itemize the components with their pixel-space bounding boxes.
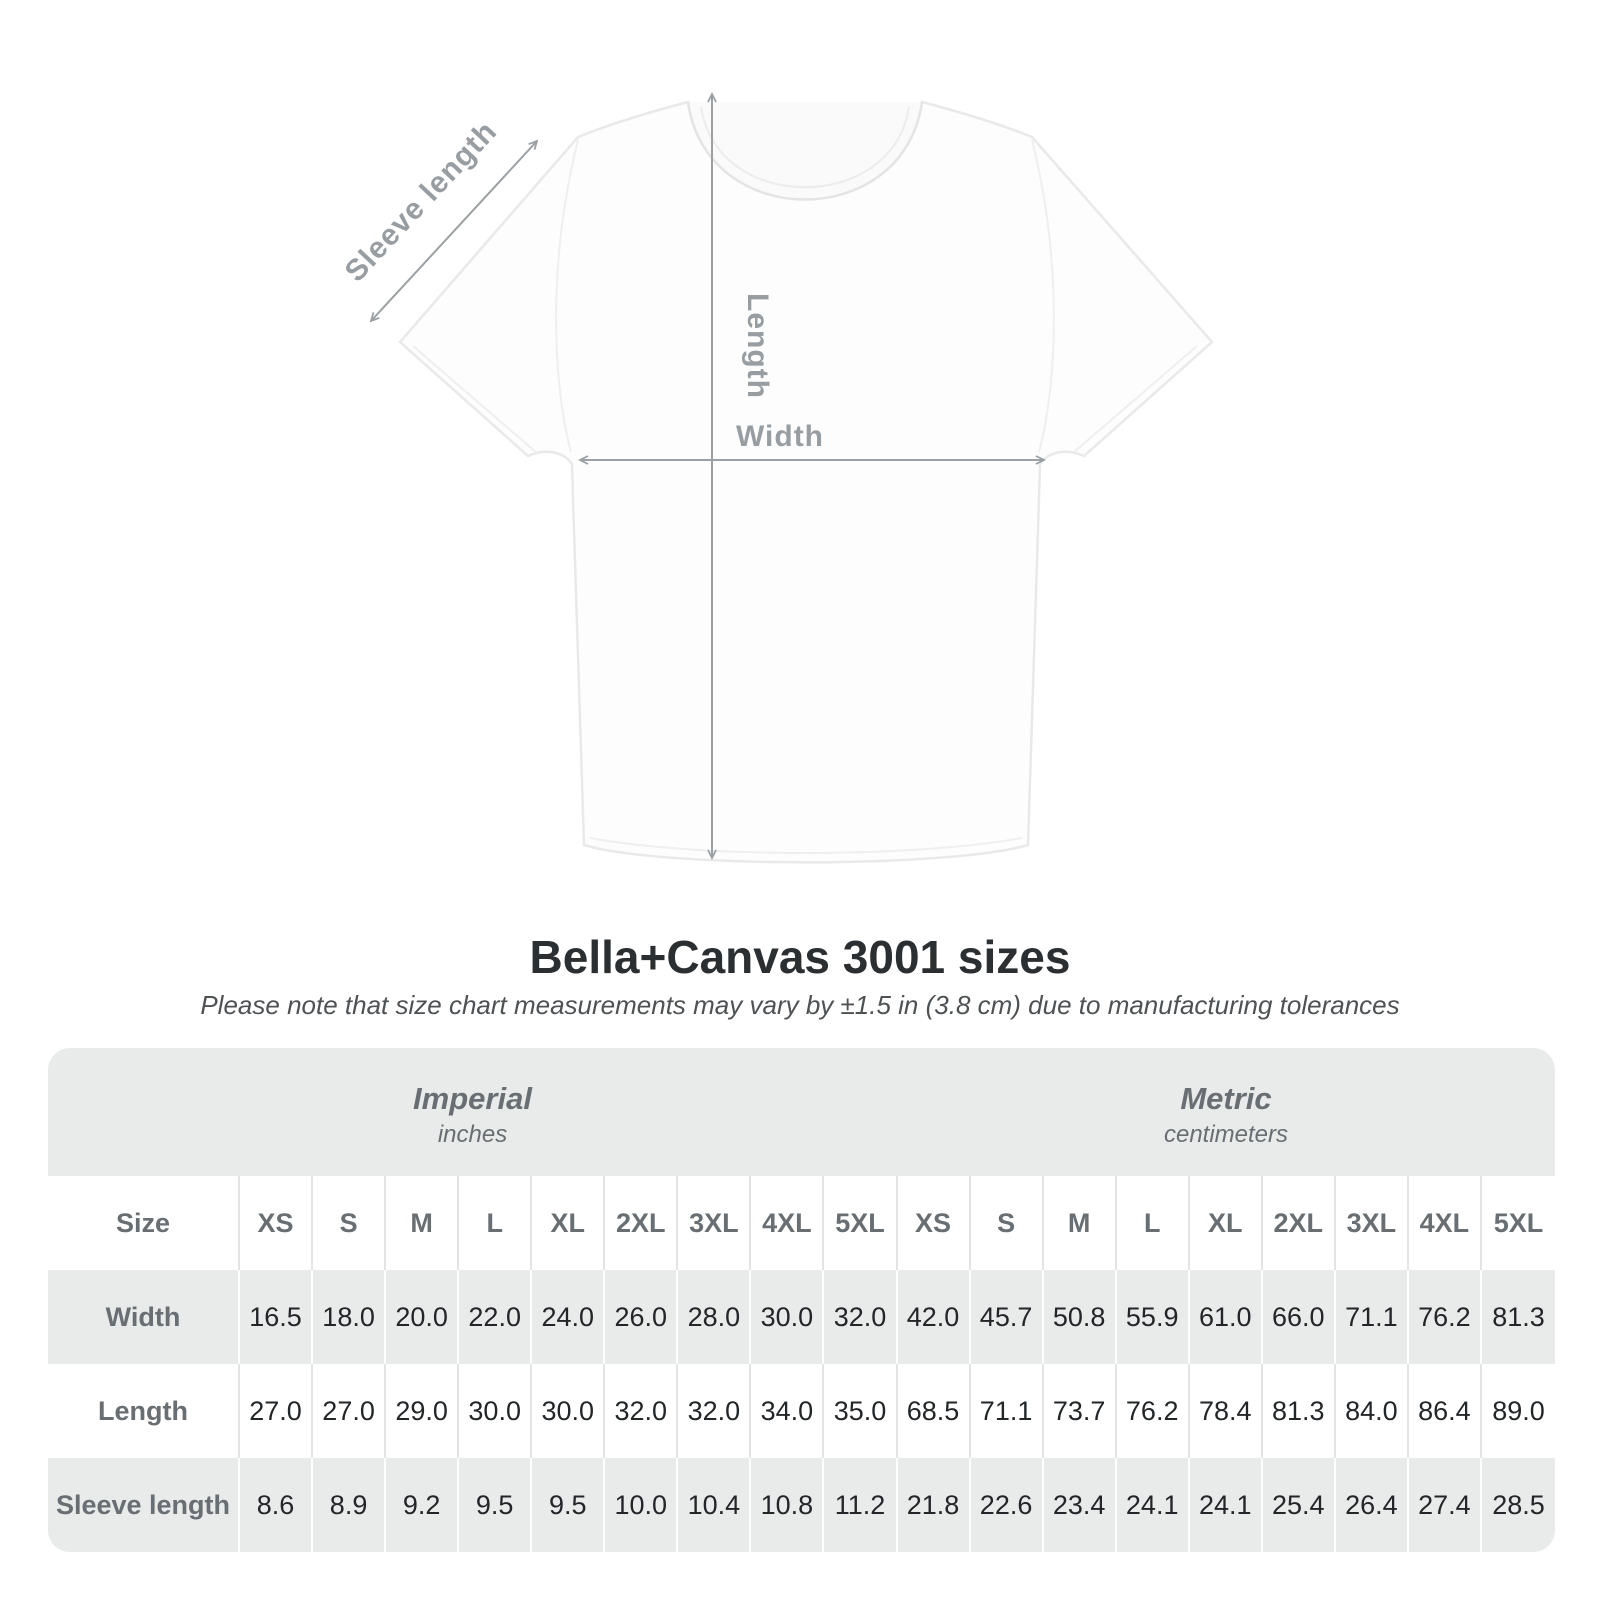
size-header-cell: 2XL [1263, 1176, 1336, 1270]
metric-value-cell: 26.4 [1336, 1458, 1409, 1552]
size-column-header: Size [48, 1176, 240, 1270]
row-label: Length [48, 1364, 240, 1458]
metric-value-cell: 68.5 [898, 1364, 971, 1458]
imperial-title: Imperial [413, 1081, 532, 1116]
imperial-value-cell: 9.5 [532, 1458, 605, 1552]
metric-value-cell: 50.8 [1044, 1270, 1117, 1364]
metric-value-cell: 89.0 [1482, 1364, 1555, 1458]
metric-value-cell: 61.0 [1190, 1270, 1263, 1364]
imperial-value-cell: 11.2 [824, 1458, 897, 1552]
imperial-value-cell: 10.8 [751, 1458, 824, 1552]
size-grid [48, 1176, 1555, 1552]
size-header-cell: 5XL [824, 1176, 897, 1270]
imperial-value-cell: 8.9 [313, 1458, 386, 1552]
page-title: Bella+Canvas 3001 sizes [529, 931, 1071, 983]
size-header-cell: M [386, 1176, 459, 1270]
metric-value-cell: 71.1 [1336, 1270, 1409, 1364]
size-header-cell: 3XL [1336, 1176, 1409, 1270]
metric-value-cell: 81.3 [1263, 1364, 1336, 1458]
size-header-cell: 4XL [1409, 1176, 1482, 1270]
size-header-cell: XS [240, 1176, 313, 1270]
imperial-value-cell: 26.0 [605, 1270, 678, 1364]
metric-value-cell: 81.3 [1482, 1270, 1555, 1364]
metric-value-cell: 73.7 [1044, 1364, 1117, 1458]
metric-value-cell: 22.6 [971, 1458, 1044, 1552]
size-header-cell: XS [898, 1176, 971, 1270]
imperial-value-cell: 16.5 [240, 1270, 313, 1364]
tshirt-shape [400, 102, 1212, 862]
imperial-value-cell: 27.0 [313, 1364, 386, 1458]
metric-value-cell: 84.0 [1336, 1364, 1409, 1458]
row-label: Width [48, 1270, 240, 1364]
imperial-value-cell: 27.0 [240, 1364, 313, 1458]
imperial-value-cell: 9.5 [459, 1458, 532, 1552]
metric-value-cell: 25.4 [1263, 1458, 1336, 1552]
metric-unit: centimeters [1163, 1121, 1289, 1148]
size-header-cell: 3XL [678, 1176, 751, 1270]
imperial-value-cell: 29.0 [386, 1364, 459, 1458]
metric-value-cell: 42.0 [898, 1270, 971, 1364]
imperial-value-cell: 35.0 [824, 1364, 897, 1458]
metric-value-cell: 24.1 [1190, 1458, 1263, 1552]
metric-value-cell: 21.8 [898, 1458, 971, 1552]
imperial-value-cell: 32.0 [824, 1270, 897, 1364]
row-label: Sleeve length [48, 1458, 240, 1552]
size-chart-table [48, 1048, 1555, 1552]
imperial-value-cell: 20.0 [386, 1270, 459, 1364]
size-header-cell: S [971, 1176, 1044, 1270]
size-header-cell: 2XL [605, 1176, 678, 1270]
imperial-value-cell: 30.0 [532, 1364, 605, 1458]
metric-value-cell: 55.9 [1117, 1270, 1190, 1364]
metric-header [897, 1048, 1555, 1176]
size-header-cell: 5XL [1482, 1176, 1555, 1270]
metric-value-cell: 78.4 [1190, 1364, 1263, 1458]
tolerance-note: Please note that size chart measurements may vary by ±1.5 in (3.8 cm) due to manufacturing tolerances [200, 990, 1400, 1020]
metric-value-cell: 86.4 [1409, 1364, 1482, 1458]
metric-value-cell: 66.0 [1263, 1270, 1336, 1364]
size-header-cell: M [1044, 1176, 1117, 1270]
imperial-value-cell: 28.0 [678, 1270, 751, 1364]
metric-title: Metric [1180, 1081, 1272, 1116]
size-header-cell: S [313, 1176, 386, 1270]
width-label: Width [735, 420, 825, 453]
size-header-cell: L [459, 1176, 532, 1270]
size-header-cell: L [1117, 1176, 1190, 1270]
imperial-value-cell: 34.0 [751, 1364, 824, 1458]
metric-value-cell: 27.4 [1409, 1458, 1482, 1552]
imperial-value-cell: 10.0 [605, 1458, 678, 1552]
imperial-value-cell: 24.0 [532, 1270, 605, 1364]
size-header-cell: 4XL [751, 1176, 824, 1270]
metric-value-cell: 45.7 [971, 1270, 1044, 1364]
metric-value-cell: 28.5 [1482, 1458, 1555, 1552]
unit-header-row [48, 1048, 1555, 1176]
metric-value-cell: 76.2 [1409, 1270, 1482, 1364]
imperial-value-cell: 32.0 [605, 1364, 678, 1458]
imperial-value-cell: 22.0 [459, 1270, 532, 1364]
imperial-value-cell: 8.6 [240, 1458, 313, 1552]
metric-value-cell: 71.1 [971, 1364, 1044, 1458]
imperial-unit: inches [437, 1121, 508, 1148]
imperial-value-cell: 18.0 [313, 1270, 386, 1364]
size-header-cell: XL [1190, 1176, 1263, 1270]
sleeve-length-label: Sleeve length [338, 114, 504, 289]
imperial-value-cell: 30.0 [459, 1364, 532, 1458]
size-header-cell: XL [532, 1176, 605, 1270]
imperial-value-cell: 9.2 [386, 1458, 459, 1552]
imperial-value-cell: 10.4 [678, 1458, 751, 1552]
metric-value-cell: 23.4 [1044, 1458, 1117, 1552]
imperial-value-cell: 30.0 [751, 1270, 824, 1364]
metric-value-cell: 24.1 [1117, 1458, 1190, 1552]
metric-value-cell: 76.2 [1117, 1364, 1190, 1458]
imperial-value-cell: 32.0 [678, 1364, 751, 1458]
imperial-header [48, 1048, 897, 1176]
length-label: Length [741, 293, 774, 399]
